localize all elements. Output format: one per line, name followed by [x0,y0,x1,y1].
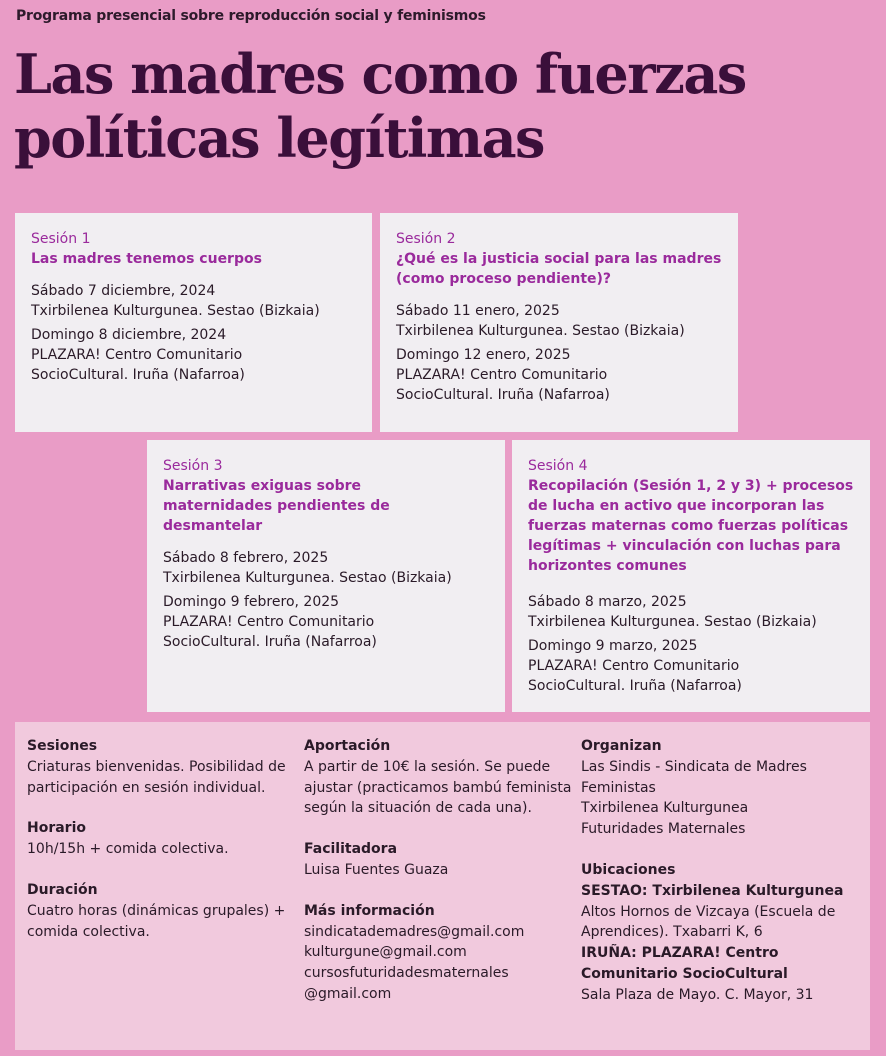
session-date: Sábado 11 enero, 2025 [396,303,560,319]
session-label: Sesión 2 [396,231,456,247]
session-label: Sesión 4 [528,458,588,474]
session-place: Txirbilenea Kulturgunea. Sestao (Bizkaia) [31,303,320,319]
session-place: PLAZARA! Centro Comunitario SocioCultural. Iruña (Nafarroa) [528,658,742,694]
info-heading: Sesiones [27,738,98,754]
session-place: Txirbilenea Kulturgunea. Sestao (Bizkaia) [163,570,452,586]
page-title [14,42,746,170]
session-card-1 [15,213,372,432]
info-heading: Facilitadora [304,841,398,858]
location-name: IRUÑA: PLAZARA! Centro Comunitario SocioCultural [581,945,788,982]
session-card-2 [380,213,738,432]
session-place: Txirbilenea Kulturgunea. Sestao (Bizkaia) [528,614,817,630]
email-link[interactable]: cursosfuturidadesmaternales @gmail.com [304,965,509,1002]
title-line: Las madres como fuerzas [14,42,746,106]
info-heading: Más información [304,902,435,919]
info-text: Luisa Fuentes Guaza [304,861,449,878]
info-text: A partir de 10€ la sesión. Se puede ajustar (practicamos bambú feminista según la situación de cada una). [304,758,572,817]
session-label: Sesión 1 [31,231,91,247]
organizer: Las Sindis - Sindicata de Madres Feministas [581,758,807,796]
session-date: Domingo 8 diciembre, 2024 [31,327,227,343]
session-topic: Narrativas exiguas sobre maternidades pendientes de desmantelar [163,478,390,534]
info-panel [15,722,870,1050]
organizer: Txirbilenea Kulturgunea [581,800,749,817]
session-place: Txirbilenea Kulturgunea. Sestao (Bizkaia) [396,323,685,339]
session-place: PLAZARA! Centro Comunitario SocioCultural. Iruña (Nafarroa) [163,614,377,650]
info-column-2 [304,736,581,1036]
session-topic: ¿Qué es la justicia social para las madres (como proceso pendiente)? [396,251,722,287]
location-address: Altos Hornos de Vizcaya (Escuela de Aprendices). Txabarri K, 6 [581,903,836,941]
title-line: políticas legítimas [14,106,544,170]
email-link[interactable]: sindicatademadres@gmail.com [304,923,525,940]
session-date: Sábado 7 diciembre, 2024 [31,283,216,299]
session-date: Sábado 8 febrero, 2025 [163,550,329,566]
session-topic: Las madres tenemos cuerpos [31,251,262,267]
session-topic: Recopilación (Sesión 1, 2 y 3) + procesos de lucha en activo que incorporan las fuerzas maternas como fuerzas políticas legítimas + vinculación con luchas para horizontes comunes [528,478,854,574]
session-date: Domingo 9 marzo, 2025 [528,638,698,654]
email-link[interactable]: kulturgune@gmail.com [304,944,467,961]
session-card-3 [147,440,505,712]
info-column-1 [27,736,304,1036]
organizer: Futuridades Maternales [581,821,746,838]
info-text: 10h/15h + comida colectiva. [27,841,229,858]
program-subtitle: Programa presencial sobre reproducción social y feminismos [16,8,486,24]
session-place: PLAZARA! Centro Comunitario SocioCultural. Iruña (Nafarroa) [396,367,610,403]
info-heading: Duración [27,881,98,898]
location-address: Sala Plaza de Mayo. C. Mayor, 31 [581,986,814,1003]
info-text: Criaturas bienvenidas. Posibilidad de participación en sesión individual. [27,758,286,796]
location-name: SESTAO: Txirbilenea Kulturgunea [581,882,844,899]
info-heading: Horario [27,820,87,837]
session-label: Sesión 3 [163,458,223,474]
session-date: Sábado 8 marzo, 2025 [528,594,687,610]
info-heading: Ubicaciones [581,861,676,878]
session-date: Domingo 9 febrero, 2025 [163,594,340,610]
info-heading: Organizan [581,738,662,754]
session-date: Domingo 12 enero, 2025 [396,347,571,363]
info-text: Cuatro horas (dinámicas grupales) + comida colectiva. [27,902,286,940]
info-heading: Aportación [304,738,391,754]
info-column-3 [581,736,858,1036]
session-place: PLAZARA! Centro Comunitario SocioCultural. Iruña (Nafarroa) [31,347,245,383]
session-card-4 [512,440,870,712]
